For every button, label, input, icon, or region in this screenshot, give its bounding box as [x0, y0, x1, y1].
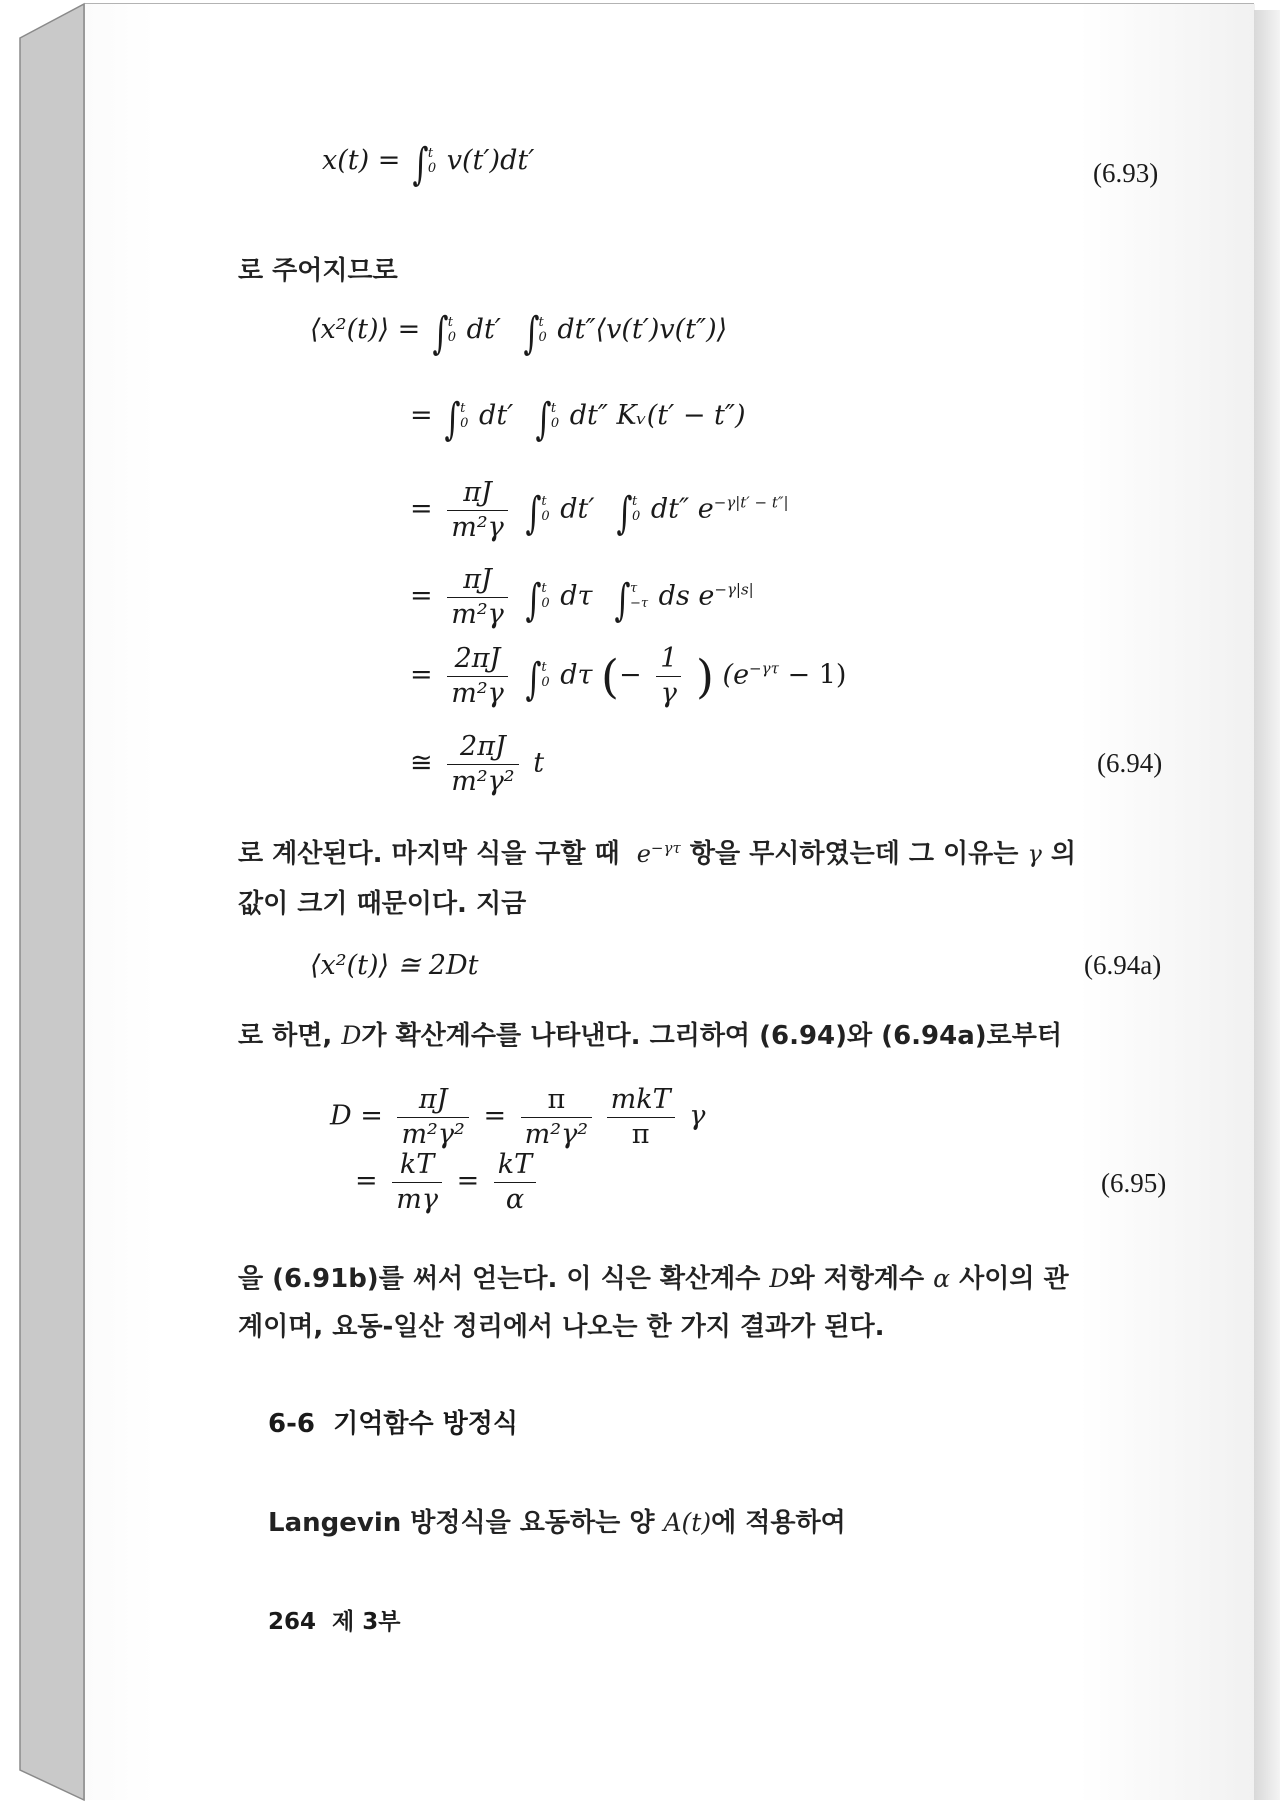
equation-number-6-94: (6.94) — [1097, 748, 1163, 778]
paragraph-text: 로 주어지므로 — [238, 256, 398, 286]
equation-number-6-95: (6.95) — [1101, 1168, 1167, 1198]
section-heading: 6-6 기억함수 방정식 — [268, 1409, 518, 1439]
equation-6-94-line-3: = $\frac{\pi J}{\text{m²γ}}$ ∫ t 0 dt′ ∫ t 0 dt″ $e^{-\gamma|t' - t''|}$ — [410, 477, 789, 543]
paragraph-text: Langevin 방정식을 요동하는 양 A(t)에 적용하여 — [268, 1508, 846, 1538]
equation-6-94-line-6: ≅ $\frac{2\pi J}{\text{m²γ²}}$ t — [410, 731, 545, 797]
equation-6-94-line-2: = ∫ t 0 dt′ ∫ t 0 dt″ Kᵥ(t′ − t″) — [410, 394, 746, 445]
page-number: 264 — [268, 1609, 317, 1635]
equation-6-93: x(t) = ∫ t 0 v(t′)dt′ — [322, 139, 535, 190]
equation-6-94a: ⟨x²(t)⟩ ≅ 2Dt — [310, 950, 479, 981]
paragraph-text: 을 (6.91b)를 써서 얻는다. 이 식은 확산계수 D와 저항계수 α 사이의 관 — [238, 1264, 1069, 1294]
part-label: 제 3부 — [332, 1609, 401, 1635]
paragraph-text: 로 계산된다. 마지막 식을 구할 때 $e^{-\gamma\tau}$ 항을 무시하였는데 그 이유는 γ 의 — [238, 839, 1076, 869]
equation-6-94-line-1: ⟨x²(t)⟩ = ∫ t 0 dt′ ∫ t 0 dt″⟨v(t′)v(t″)⟩ — [310, 308, 728, 359]
equation-6-95-line-1: D = $\frac{\pi J}{\text{m²γ²}}$ = $\frac{\pi}{\text{m²γ²}}$ $\frac{\text{mkT}}{\pi}$ γ — [330, 1084, 706, 1150]
equation-number-6-94a: (6.94a) — [1084, 950, 1162, 980]
paragraph-text: 값이 크기 때문이다. 지금 — [238, 889, 527, 919]
equation-6-95-line-2: = $\frac{kT}{m\gamma}$ = $\frac{kT}{\alpha}$ — [355, 1150, 542, 1214]
equation-6-94-line-4: = $\frac{\pi J}{\text{m²γ}}$ ∫ t 0 dτ ∫ τ −τ ds $e^{-\gamma|s|}$ — [410, 564, 754, 630]
page-footer — [268, 1603, 400, 1636]
page-edge-shadow — [1254, 10, 1280, 1800]
paragraph-text: 로 하면, D가 확산계수를 나타낸다. 그리하여 (6.94)와 (6.94a)로부터 — [238, 1021, 1062, 1051]
paragraph-text: 계이며, 요동-일산 정리에서 나오는 한 가지 결과가 된다. — [238, 1312, 885, 1342]
equation-6-94-line-5: = $\frac{2\pi J}{\text{m²γ}}$ ∫ t 0 dτ (− $\frac{1}{\gamma}$ ) $(e^{-\gamma\tau} - 1)$ — [410, 643, 847, 709]
equation-number-6-93: (6.93) — [1093, 158, 1159, 188]
